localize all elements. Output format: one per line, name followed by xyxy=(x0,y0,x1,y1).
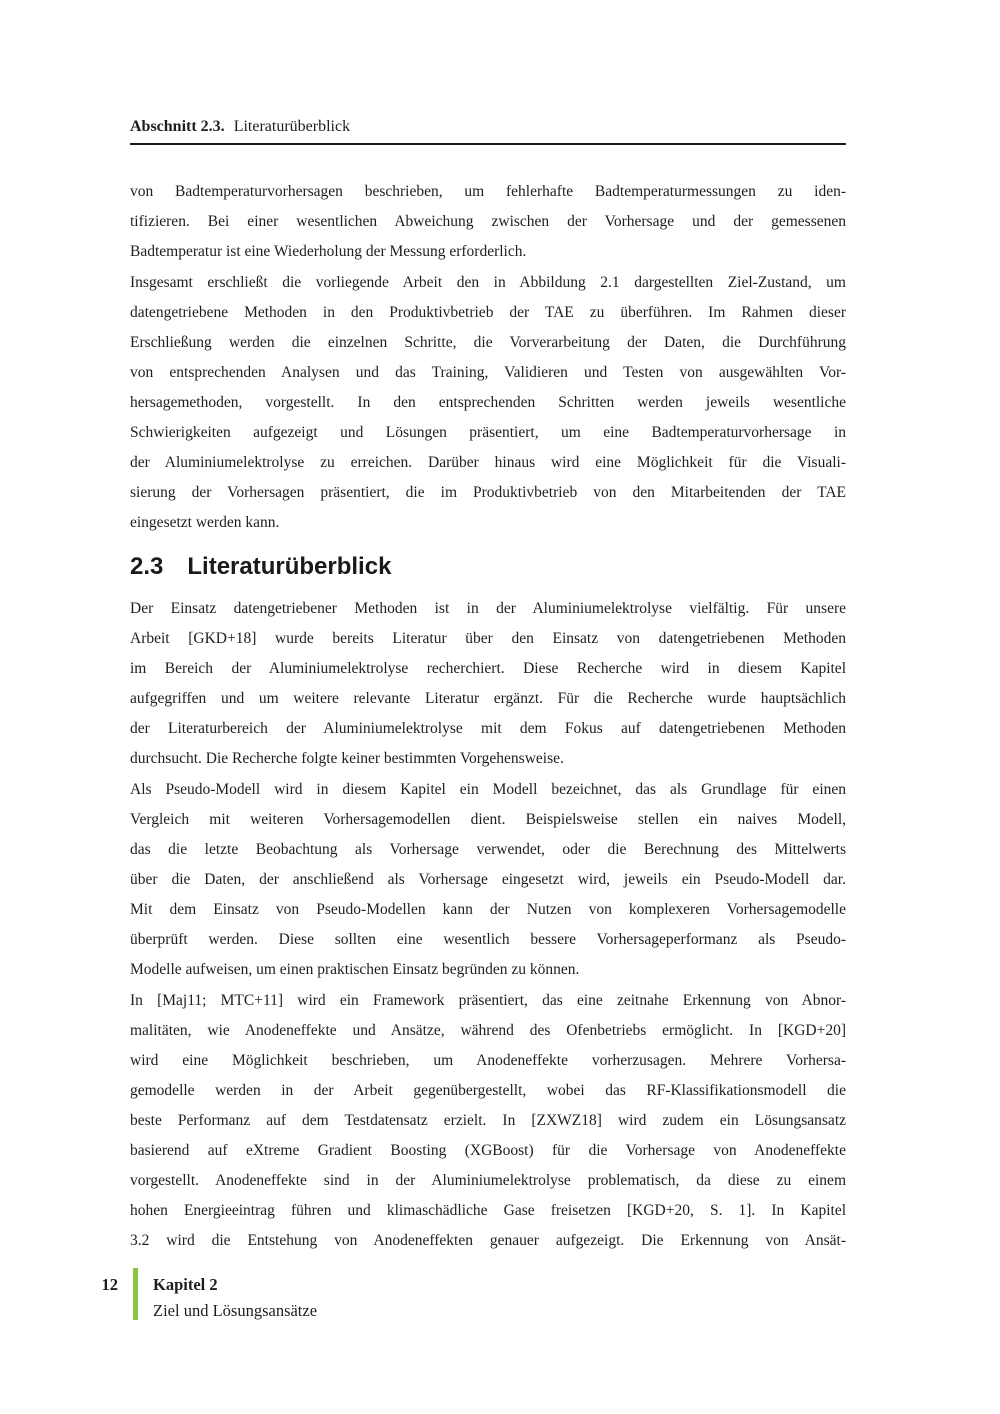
text-line: beste Performanz auf dem Testdatensatz erzielt. In [ZXWZ18] wird zudem ein Lösungsansatz xyxy=(130,1112,846,1129)
section-title: Literaturüberblick xyxy=(187,553,392,580)
paragraph xyxy=(130,775,846,985)
text-line: Erschließung werden die einzelnen Schritte, die Vorverarbeitung der Daten, die Durchführung xyxy=(130,334,846,351)
text-line: von Badtemperaturvorhersagen beschrieben, um fehlerhafte Badtemperaturmessungen zu iden- xyxy=(130,183,846,200)
text-line: wird eine Möglichkeit beschrieben, um Anodeneffekte vorherzusagen. Mehrere Vorhersa- xyxy=(130,1052,846,1069)
text-line: von entsprechenden Analysen und das Training, Validieren und Testen von ausgewählten Vor- xyxy=(130,364,846,381)
footer-chapter-info xyxy=(153,1268,317,1324)
footer-chapter-label: Kapitel 2 xyxy=(153,1275,218,1294)
text-line: malitäten, wie Anodeneffekte und Ansätze, während des Ofenbetriebs ermöglicht. In [KGD+20] xyxy=(130,1022,846,1039)
text-line: Modelle aufweisen, um einen praktischen Einsatz begründen zu können. xyxy=(130,961,580,978)
text-column xyxy=(130,0,846,1256)
text-line: sierung der Vorhersagen präsentiert, die im Produktivbetrieb von den Mitarbeitenden der TAE xyxy=(130,484,846,501)
section-heading xyxy=(130,552,846,582)
text-line: hersagemethoden, vorgestellt. In den entsprechenden Schritten werden jeweils wesentliche xyxy=(130,394,846,411)
header-rule xyxy=(130,143,846,145)
text-line: Mit dem Einsatz von Pseudo-Modellen kann der Nutzen von komplexeren Vorhersagemodelle xyxy=(130,901,846,918)
text-line: basierend auf eXtreme Gradient Boosting (XGBoost) für die Vorhersage von Anodeneffekte xyxy=(130,1142,846,1159)
text-line: Als Pseudo-Modell wird in diesem Kapitel ein Modell bezeichnet, das als Grundlage für einen xyxy=(130,781,846,798)
section-number: 2.3 xyxy=(130,553,164,580)
text-line: überprüft werden. Diese sollten eine wesentlich bessere Vorhersageperformanz als Pseudo- xyxy=(130,931,846,948)
text-line: In [Maj11; MTC+11] wird ein Framework präsentiert, das eine zeitnahe Erkennung von Abnor- xyxy=(130,992,846,1009)
text-line: tifizieren. Bei einer wesentlichen Abweichung zwischen der Vorhersage und der gemessenen xyxy=(130,213,846,230)
text-line: eingesetzt werden kann. xyxy=(130,514,280,531)
text-line: aufgegriffen und um weitere relevante Literatur ergänzt. Für die Recherche wurde hauptsächlich xyxy=(130,690,846,707)
running-header xyxy=(130,117,846,137)
text-line: Vergleich mit weiteren Vorhersagemodellen dient. Beispielsweise stellen ein naives Modell, xyxy=(130,811,846,828)
page-number: 12 xyxy=(101,1275,118,1294)
text-line: Der Einsatz datengetriebener Methoden ist in der Aluminiumelektrolyse vielfältig. Für unsere xyxy=(130,600,846,617)
text-line: durchsucht. Die Recherche folgte keiner bestimmten Vorgehensweise. xyxy=(130,750,564,767)
text-line: im Bereich der Aluminiumelektrolyse recherchiert. Diese Recherche wird in diesem Kapitel xyxy=(130,660,846,677)
paragraph xyxy=(130,177,846,267)
text-line: Badtemperatur ist eine Wiederholung der Messung erforderlich. xyxy=(130,243,527,260)
page-footer xyxy=(90,1268,317,1324)
text-line: der Literaturbereich der Aluminiumelektrolyse mit dem Fokus auf datengetriebenen Methoden xyxy=(130,720,846,737)
paragraph xyxy=(130,268,846,538)
text-line: gemodelle werden in der Arbeit gegenübergestellt, wobei das RF-Klassifikationsmodell die xyxy=(130,1082,846,1099)
footer-accent-bar xyxy=(133,1268,138,1320)
paragraph xyxy=(130,594,846,774)
text-line: hohen Energieeintrag führen und klimaschädliche Gase freisetzen [KGD+20, S. 1]. In Kapitel xyxy=(130,1202,846,1219)
footer-chapter-subtitle: Ziel und Lösungsansätze xyxy=(153,1301,318,1320)
text-line: über die Daten, der anschließend als Vorhersage eingesetzt wird, jeweils ein Pseudo-Modell dar. xyxy=(130,871,846,888)
text-line: Insgesamt erschließt die vorliegende Arbeit den in Abbildung 2.1 dargestellten Ziel-Zustand, um xyxy=(130,274,846,291)
text-line: vorgestellt. Anodeneffekte sind in der Aluminiumelektrolyse problematisch, da diese zu einem xyxy=(130,1172,846,1189)
text-line: Arbeit [GKD+18] wurde bereits Literatur über den Einsatz von datengetriebenen Methoden xyxy=(130,630,846,647)
running-header-section-title: Literaturüberblick xyxy=(233,118,351,135)
text-line: das die letzte Beobachtung als Vorhersage verwendet, oder die Berechnung des Mittelwerts xyxy=(130,841,846,858)
text-line: datengetriebene Methoden in den Produktivbetrieb der TAE zu überführen. Im Rahmen dieser xyxy=(130,304,846,321)
text-line: Schwierigkeiten aufgezeigt und Lösungen präsentiert, um eine Badtemperaturvorhersage in xyxy=(130,424,846,441)
text-line: der Aluminiumelektrolyse zu erreichen. Darüber hinaus wird eine Möglichkeit für die Visuali- xyxy=(130,454,846,471)
text-line: 3.2 wird die Entstehung von Anodeneffekten genauer aufgezeigt. Die Erkennung von Ansät- xyxy=(130,1232,846,1249)
running-header-section-label: Abschnitt 2.3. xyxy=(130,118,225,135)
paragraph xyxy=(130,986,846,1256)
